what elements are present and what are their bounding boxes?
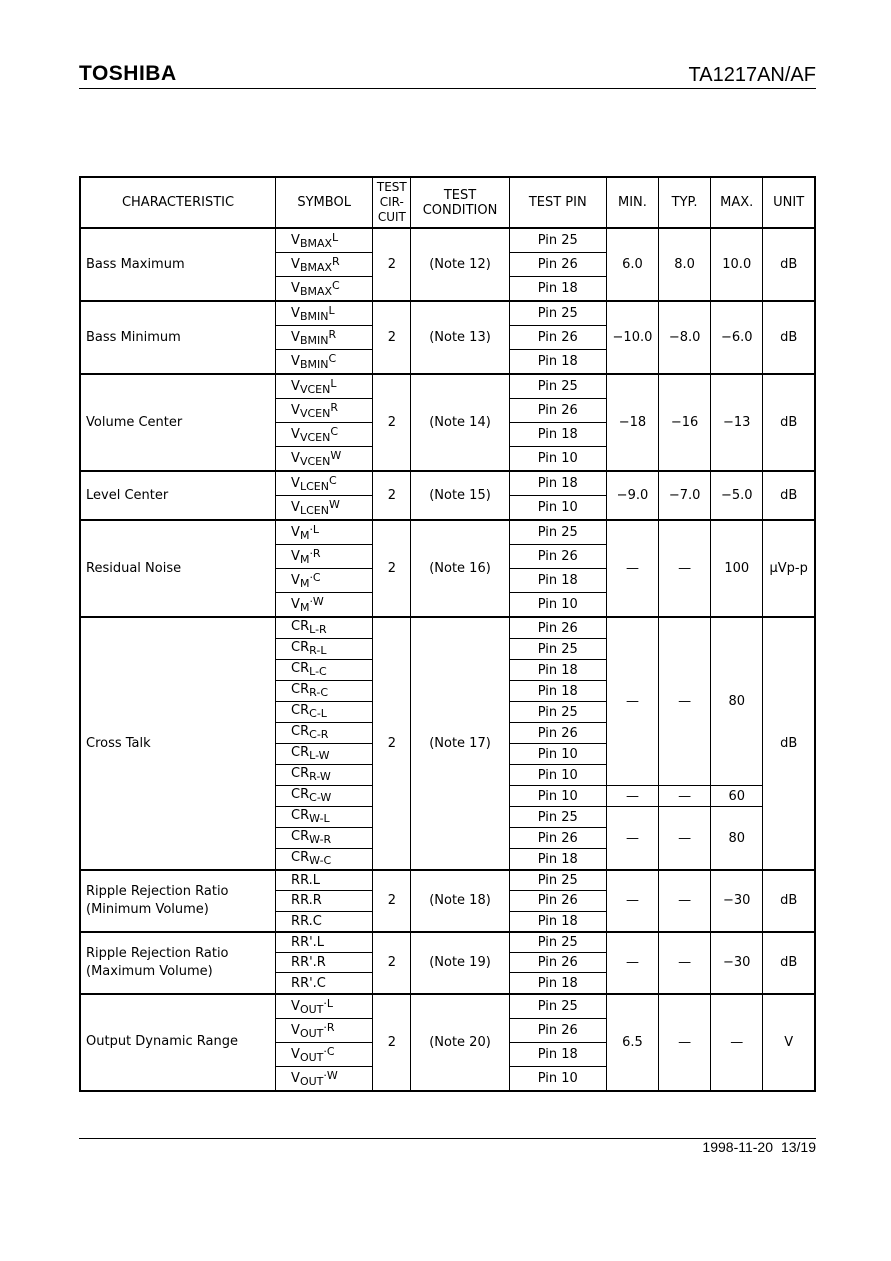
typ-cell: −16 — [659, 374, 711, 471]
max-cell: 80 — [711, 807, 763, 871]
symbol-cell: $V_{BMIN}^L$ — [276, 301, 373, 326]
symbol-cell: $V_M^{\cdot L}$ — [276, 520, 373, 545]
pin-cell: Pin 18 — [509, 277, 606, 302]
typ-cell: — — [659, 807, 711, 871]
symbol-cell: $V_{BMAX}^L$ — [276, 228, 373, 253]
pin-cell: Pin 26 — [509, 723, 606, 744]
unit-cell: dB — [763, 932, 815, 994]
symbol-cell: $V_M^{\cdot C}$ — [276, 569, 373, 593]
min-cell: — — [606, 786, 658, 807]
min-cell: −10.0 — [606, 301, 658, 374]
table-row — [80, 520, 815, 545]
pin-cell: Pin 25 — [509, 639, 606, 660]
symbol-cell: $CR_{W-R}$ — [276, 828, 373, 849]
col-characteristic: CHARACTERISTIC — [80, 177, 276, 228]
col-condition: TEST CONDITION — [411, 177, 509, 228]
pin-cell: Pin 25 — [509, 374, 606, 399]
cir-cell: 2 — [373, 870, 411, 932]
unit-cell: dB — [763, 617, 815, 870]
cond-cell: (Note 14) — [411, 374, 509, 471]
pin-cell: Pin 25 — [509, 807, 606, 828]
cond-cell: (Note 17) — [411, 617, 509, 870]
pin-cell: Pin 26 — [509, 253, 606, 277]
unit-cell: dB — [763, 471, 815, 520]
typ-cell: — — [659, 520, 711, 617]
pin-cell: Pin 10 — [509, 447, 606, 472]
pin-cell: Pin 25 — [509, 870, 606, 891]
col-symbol: SYMBOL — [276, 177, 373, 228]
pin-cell: Pin 26 — [509, 828, 606, 849]
max-cell: 100 — [711, 520, 763, 617]
min-cell: — — [606, 520, 658, 617]
symbol-cell: $V_{BMAX}^R$ — [276, 253, 373, 277]
max-cell: 60 — [711, 786, 763, 807]
pin-cell: Pin 25 — [509, 932, 606, 953]
pin-cell: Pin 25 — [509, 520, 606, 545]
characteristic-cell: Output Dynamic Range — [80, 994, 276, 1091]
cond-cell: (Note 15) — [411, 471, 509, 520]
typ-cell: — — [659, 870, 711, 932]
typ-cell: 8.0 — [659, 228, 711, 301]
cond-cell: (Note 19) — [411, 932, 509, 994]
symbol-cell: RR'.R — [276, 953, 373, 973]
symbol-cell: $V_{VCEN}^L$ — [276, 374, 373, 399]
pin-cell: Pin 18 — [509, 681, 606, 702]
brand-logo: TOSHIBA — [79, 62, 177, 85]
max-cell: −5.0 — [711, 471, 763, 520]
characteristic-cell: Level Center — [80, 471, 276, 520]
symbol-cell: $V_{VCEN}^W$ — [276, 447, 373, 472]
cond-cell: (Note 13) — [411, 301, 509, 374]
table-row — [80, 994, 815, 1019]
max-cell: 10.0 — [711, 228, 763, 301]
unit-cell: dB — [763, 870, 815, 932]
characteristic-cell: Ripple Rejection Ratio (Maximum Volume) — [80, 932, 276, 994]
pin-cell: Pin 10 — [509, 744, 606, 765]
col-unit: UNIT — [763, 177, 815, 228]
pin-cell: Pin 18 — [509, 849, 606, 871]
table-row — [80, 870, 815, 891]
symbol-cell: $V_{OUT}^{\cdot C}$ — [276, 1042, 373, 1066]
typ-cell: −7.0 — [659, 471, 711, 520]
pin-cell: Pin 25 — [509, 702, 606, 723]
pin-cell: Pin 10 — [509, 496, 606, 521]
min-cell: — — [606, 870, 658, 932]
symbol-cell: $V_{BMIN}^R$ — [276, 326, 373, 350]
max-cell: — — [711, 994, 763, 1091]
characteristic-cell: Bass Minimum — [80, 301, 276, 374]
footer-date: 1998-11-20 — [702, 1139, 773, 1155]
symbol-cell: $CR_{C-L}$ — [276, 702, 373, 723]
cir-cell: 2 — [373, 471, 411, 520]
pin-cell: Pin 18 — [509, 423, 606, 447]
pin-cell: Pin 18 — [509, 569, 606, 593]
max-cell: −13 — [711, 374, 763, 471]
pin-cell: Pin 10 — [509, 786, 606, 807]
unit-cell: μVp-p — [763, 520, 815, 617]
symbol-cell: $V_{BMAX}^C$ — [276, 277, 373, 302]
cir-cell: 2 — [373, 994, 411, 1091]
characteristic-cell: Residual Noise — [80, 520, 276, 617]
pin-cell: Pin 26 — [509, 617, 606, 639]
symbol-cell: $CR_{L-R}$ — [276, 617, 373, 639]
cond-cell: (Note 20) — [411, 994, 509, 1091]
header-rule — [79, 88, 816, 89]
cir-cell: 2 — [373, 374, 411, 471]
cir-cell: 2 — [373, 617, 411, 870]
typ-cell: — — [659, 994, 711, 1091]
typ-cell: — — [659, 786, 711, 807]
characteristic-cell: Volume Center — [80, 374, 276, 471]
min-cell: 6.5 — [606, 994, 658, 1091]
symbol-cell: $CR_{R-L}$ — [276, 639, 373, 660]
pin-cell: Pin 18 — [509, 471, 606, 496]
unit-cell: dB — [763, 374, 815, 471]
symbol-cell: $CR_{C-W}$ — [276, 786, 373, 807]
characteristic-cell: Bass Maximum — [80, 228, 276, 301]
cir-cell: 2 — [373, 228, 411, 301]
symbol-cell: $V_{LCEN}^C$ — [276, 471, 373, 496]
pin-cell: Pin 25 — [509, 228, 606, 253]
cond-cell: (Note 16) — [411, 520, 509, 617]
min-cell: — — [606, 807, 658, 871]
cond-cell: (Note 18) — [411, 870, 509, 932]
pin-cell: Pin 25 — [509, 301, 606, 326]
pin-cell: Pin 18 — [509, 350, 606, 375]
table-row — [80, 374, 815, 399]
unit-cell: dB — [763, 228, 815, 301]
col-min: MIN. — [606, 177, 658, 228]
pin-cell: Pin 10 — [509, 1066, 606, 1091]
symbol-cell: $V_{OUT}^{\cdot W}$ — [276, 1066, 373, 1091]
pin-cell: Pin 18 — [509, 1042, 606, 1066]
symbol-cell: $V_{BMIN}^C$ — [276, 350, 373, 375]
symbol-cell: $CR_{L-W}$ — [276, 744, 373, 765]
cir-cell: 2 — [373, 932, 411, 994]
col-typ: TYP. — [659, 177, 711, 228]
max-cell: 80 — [711, 617, 763, 786]
unit-cell: V — [763, 994, 815, 1091]
characteristic-cell: Cross Talk — [80, 617, 276, 870]
symbol-cell: RR.L — [276, 870, 373, 891]
typ-cell: — — [659, 617, 711, 786]
typ-cell: −8.0 — [659, 301, 711, 374]
pin-cell: Pin 26 — [509, 891, 606, 911]
cir-cell: 2 — [373, 520, 411, 617]
max-cell: −30 — [711, 870, 763, 932]
symbol-cell: $CR_{W-L}$ — [276, 807, 373, 828]
symbol-cell: $CR_{L-C}$ — [276, 660, 373, 681]
part-number: TA1217AN/AF — [688, 64, 816, 86]
symbol-cell: $V_{OUT}^{\cdot L}$ — [276, 994, 373, 1019]
pin-cell: Pin 18 — [509, 973, 606, 994]
pin-cell: Pin 25 — [509, 994, 606, 1019]
col-max: MAX. — [711, 177, 763, 228]
symbol-cell: $CR_{W-C}$ — [276, 849, 373, 871]
table-row — [80, 932, 815, 953]
pin-cell: Pin 18 — [509, 911, 606, 932]
min-cell: −9.0 — [606, 471, 658, 520]
max-cell: −30 — [711, 932, 763, 994]
pin-cell: Pin 18 — [509, 660, 606, 681]
symbol-cell: RR.R — [276, 891, 373, 911]
pin-cell: Pin 26 — [509, 399, 606, 423]
symbol-cell: RR.C — [276, 911, 373, 932]
cond-cell: (Note 12) — [411, 228, 509, 301]
max-cell: −6.0 — [711, 301, 763, 374]
pin-cell: Pin 26 — [509, 545, 606, 569]
table-row — [80, 617, 815, 639]
col-pin: TEST PIN — [509, 177, 606, 228]
symbol-cell: $V_{VCEN}^R$ — [276, 399, 373, 423]
symbol-cell: $V_{OUT}^{\cdot R}$ — [276, 1018, 373, 1042]
pin-cell: Pin 10 — [509, 765, 606, 786]
table-row — [80, 228, 815, 253]
cir-cell: 2 — [373, 301, 411, 374]
symbol-cell: $V_M^{\cdot R}$ — [276, 545, 373, 569]
characteristic-cell: Ripple Rejection Ratio (Minimum Volume) — [80, 870, 276, 932]
symbol-cell: $V_{LCEN}^W$ — [276, 496, 373, 521]
col-circuit: TEST CIR- CUIT — [373, 177, 411, 228]
table-row — [80, 301, 815, 326]
footer-page: 13/19 — [780, 1139, 816, 1155]
min-cell: −18 — [606, 374, 658, 471]
symbol-cell: RR'.L — [276, 932, 373, 953]
min-cell: — — [606, 617, 658, 786]
symbol-cell: $CR_{C-R}$ — [276, 723, 373, 744]
characteristics-table — [79, 176, 816, 1092]
typ-cell: — — [659, 932, 711, 994]
symbol-cell: $V_M^{\cdot W}$ — [276, 593, 373, 618]
min-cell: — — [606, 932, 658, 994]
pin-cell: Pin 26 — [509, 1018, 606, 1042]
symbol-cell: RR'.C — [276, 973, 373, 994]
table-row — [80, 471, 815, 496]
symbol-cell: $CR_{R-W}$ — [276, 765, 373, 786]
pin-cell: Pin 26 — [509, 953, 606, 973]
pin-cell: Pin 10 — [509, 593, 606, 618]
symbol-cell: $CR_{R-C}$ — [276, 681, 373, 702]
min-cell: 6.0 — [606, 228, 658, 301]
unit-cell: dB — [763, 301, 815, 374]
symbol-cell: $V_{VCEN}^C$ — [276, 423, 373, 447]
table-body — [80, 228, 815, 1091]
pin-cell: Pin 26 — [509, 326, 606, 350]
